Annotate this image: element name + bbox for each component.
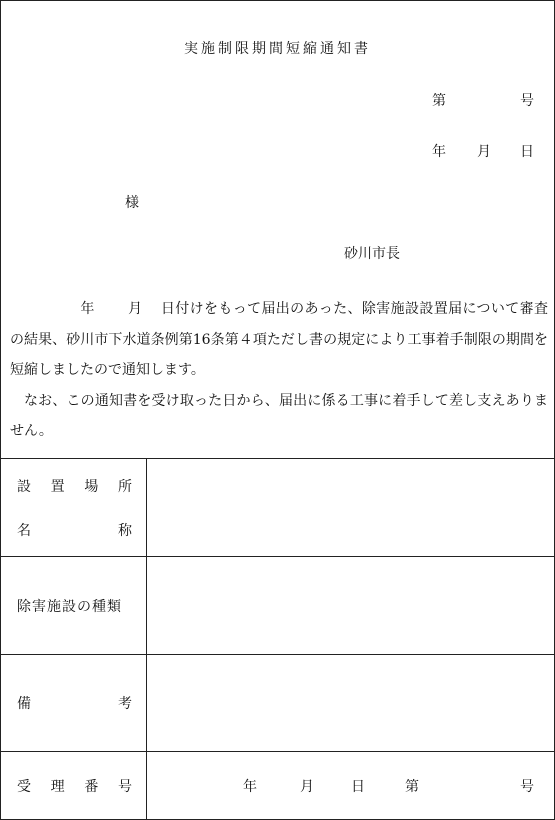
document-title: 実施制限期間短縮通知書: [184, 41, 371, 57]
body-year: 年: [80, 301, 95, 317]
value-facility-type[interactable]: [147, 557, 555, 655]
table-row: [1, 557, 554, 655]
table-row: [1, 655, 554, 752]
header-number-suffix: 号: [520, 93, 534, 109]
notice-body: [10, 294, 548, 447]
body-paragraph-1: [10, 294, 548, 386]
receipt-day: 日: [351, 779, 365, 795]
receipt-month: 月: [300, 779, 314, 795]
label-location: 設 置 場 所: [17, 478, 132, 495]
table-row: [1, 752, 554, 820]
label-name: 名 称: [17, 522, 132, 539]
issuer-name: 砂川市長: [344, 246, 400, 262]
header-year: 年: [432, 144, 446, 160]
body-text-rest: 日付けをもって届出のあった、除害施設設置届について審査の結果、砂川市下水道条例第16条第４項ただし書の規定により工事着手制限の期間を短縮しましたので通知します。: [10, 301, 549, 378]
table-row: [1, 459, 554, 557]
value-remarks[interactable]: [147, 655, 555, 752]
receipt-number-prefix: 第: [405, 779, 419, 795]
label-location-name: [1, 459, 147, 557]
header-month: 月: [477, 144, 491, 160]
details-table: [1, 458, 554, 820]
header-day: 日: [520, 144, 534, 160]
addressee-suffix: 様: [125, 195, 139, 211]
label-remarks: 備 考: [1, 655, 147, 752]
label-facility-type: 除害施設の種類: [1, 557, 147, 655]
body-paragraph-2: なお、この通知書を受け取った日から、届出に係る工事に着手して差し支えありません。: [10, 392, 548, 439]
label-receipt-number: 受 理 番 号: [1, 752, 147, 820]
header-number-prefix: 第: [432, 93, 446, 109]
body-month: 月: [127, 301, 143, 317]
receipt-year: 年: [243, 779, 257, 795]
value-location-name[interactable]: [147, 459, 555, 557]
receipt-number-suffix: 号: [520, 779, 534, 795]
value-receipt-number[interactable]: [147, 752, 555, 820]
